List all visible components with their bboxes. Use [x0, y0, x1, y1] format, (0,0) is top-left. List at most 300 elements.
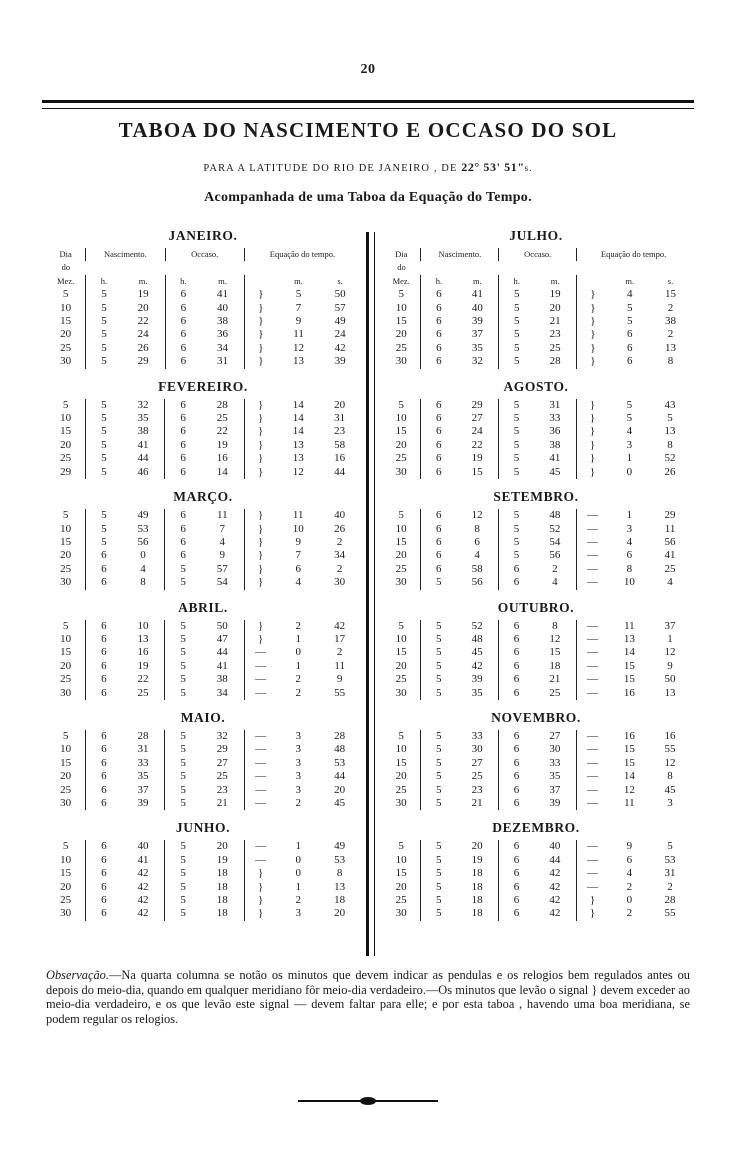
- cell-rise-min: 15: [471, 465, 483, 478]
- cell-eq-sec: 26: [334, 522, 346, 535]
- cell-rise-min: 26: [137, 341, 149, 354]
- cell-rise-hour: 6: [421, 452, 456, 465]
- cell-set-min: 4: [219, 535, 226, 548]
- cell-eq-min: 13: [293, 355, 305, 368]
- ornament-icon: [298, 1097, 438, 1105]
- cell-day: 30: [395, 576, 407, 589]
- cell-eq-sec: 8: [667, 770, 673, 783]
- header-day: Dia: [59, 249, 72, 259]
- cell-eq-sec: 56: [664, 535, 676, 548]
- cell-set-hour: 5: [165, 784, 201, 797]
- table-row: [382, 907, 690, 920]
- cell-rise-hour: 6: [86, 907, 122, 920]
- cell-rise-hour: 6: [421, 328, 456, 341]
- cell-eq-sign: —: [244, 797, 276, 810]
- cell-eq-sec: 2: [336, 646, 343, 659]
- cell-set-min: 30: [549, 743, 561, 756]
- table-subheader-row: [382, 275, 690, 288]
- cell-set-hour: 5: [165, 620, 201, 633]
- cell-set-min: 9: [219, 549, 226, 562]
- table-row: [382, 576, 690, 589]
- cell-eq-sec: 2: [336, 562, 343, 575]
- cell-day: 10: [60, 412, 72, 425]
- cell-eq-sec: 2: [667, 328, 674, 341]
- cell-set-hour: 6: [499, 797, 534, 810]
- cell-day: 10: [395, 743, 407, 756]
- cell-day: 15: [60, 315, 72, 328]
- cell-set-min: 8: [552, 619, 558, 632]
- month-block: [46, 710, 360, 810]
- month-name: AGOSTO.: [503, 378, 569, 394]
- page-number: 20: [360, 62, 376, 77]
- table-row: [382, 328, 690, 341]
- table-row: [46, 355, 360, 368]
- cell-set-hour: 6: [499, 854, 534, 867]
- table-row: [382, 687, 690, 700]
- cell-set-hour: 5: [165, 867, 201, 880]
- cell-eq-min: 2: [626, 907, 633, 920]
- cell-set-min: 18: [216, 880, 228, 893]
- cell-eq-sign: }: [244, 439, 276, 452]
- cell-set-min: 27: [216, 756, 228, 769]
- cell-day: 20: [60, 659, 72, 672]
- table-row: [46, 399, 360, 412]
- table-subheader-row: [46, 275, 360, 288]
- cell-eq-min: 12: [623, 783, 635, 796]
- table-row: [382, 536, 690, 549]
- month-name: OUTUBRO.: [497, 599, 575, 615]
- observation-text: —Na quarta columna se notão os minutos que devem indicar as pendulas e os relogios bem regulados antes ou depois do meio-dia, quando em qualquer meridiano fôr meio-dia verdadeiro.—Os minutos que levão o signal } devem exceder ao meio-dia verdadeiro, e os que levão este signal — devem faltar para elle; e por esta taboa , havendo uma boa meridiana, se podem regular os relogios.: [46, 968, 690, 1026]
- cell-eq-sign: }: [244, 302, 276, 315]
- cell-rise-min: 42: [137, 907, 149, 920]
- cell-eq-sec: 3: [667, 797, 673, 809]
- cell-eq-min: 1: [626, 509, 633, 522]
- header-day-2: do: [397, 262, 406, 273]
- cell-eq-min: 9: [295, 535, 301, 548]
- cell-rise-hour: 5: [421, 660, 456, 673]
- month-name: JUNHO.: [175, 820, 231, 836]
- cell-eq-sec: 31: [334, 412, 346, 425]
- cell-eq-min: 3: [295, 756, 301, 769]
- cell-set-hour: 5: [499, 509, 534, 522]
- sun-table: [382, 248, 690, 369]
- cell-set-min: 42: [549, 880, 561, 893]
- cell-eq-sec: 52: [664, 452, 676, 465]
- cell-rise-min: 38: [137, 425, 149, 438]
- cell-eq-min: 14: [292, 412, 304, 425]
- cell-rise-hour: 5: [86, 439, 122, 452]
- cell-rise-hour: 6: [421, 315, 456, 328]
- cell-rise-hour: 6: [86, 549, 122, 562]
- cell-eq-sign: —: [576, 757, 608, 770]
- month-block: [382, 379, 690, 479]
- cell-eq-sign: }: [244, 452, 276, 465]
- cell-set-min: 22: [216, 425, 228, 438]
- cell-day: 5: [62, 509, 69, 522]
- cell-rise-min: 44: [137, 452, 149, 465]
- header-spacer: [86, 261, 360, 274]
- table-row: [382, 452, 690, 465]
- cell-set-hour: 6: [499, 770, 534, 783]
- cell-eq-min: 12: [292, 465, 304, 478]
- cell-set-hour: 5: [499, 342, 534, 355]
- table-header-row-2: [46, 261, 360, 274]
- cell-set-hour: 6: [165, 452, 201, 465]
- cell-set-hour: 5: [499, 466, 534, 479]
- cell-rise-min: 20: [471, 840, 483, 853]
- cell-eq-sign: —: [576, 576, 608, 589]
- cell-eq-sec: 55: [334, 686, 346, 699]
- cell-rise-min: 35: [471, 341, 483, 354]
- cell-set-min: 21: [549, 315, 561, 328]
- cell-rise-min: 18: [471, 867, 483, 880]
- cell-day: 25: [395, 673, 407, 686]
- cell-set-min: 19: [216, 853, 228, 866]
- cell-eq-sec: 44: [334, 770, 346, 783]
- cell-rise-min: 48: [471, 632, 483, 645]
- cell-eq-min: 14: [292, 425, 304, 438]
- cell-eq-min: 3: [626, 438, 633, 451]
- month-block: [382, 820, 690, 920]
- header-min-eq: m.: [625, 275, 635, 286]
- cell-eq-min: 1: [295, 632, 301, 645]
- subtitle-suffix: s.: [524, 163, 533, 173]
- header-h-nasc: h.: [421, 275, 456, 288]
- cell-rise-min: 33: [471, 729, 483, 742]
- cell-set-hour: 5: [165, 881, 201, 894]
- cell-set-hour: 5: [499, 523, 534, 536]
- cell-rise-hour: 6: [86, 881, 122, 894]
- cell-eq-min: 0: [295, 867, 301, 880]
- cell-set-hour: 6: [499, 757, 534, 770]
- cell-day: 5: [398, 288, 404, 301]
- cell-day: 5: [62, 619, 69, 632]
- cell-set-min: 18: [216, 867, 228, 880]
- table-row: [382, 399, 690, 412]
- cell-set-min: 15: [549, 646, 561, 659]
- cell-set-hour: 5: [165, 646, 201, 659]
- cell-set-hour: 6: [499, 867, 534, 880]
- cell-rise-hour: 5: [421, 620, 456, 633]
- sun-table: [46, 248, 360, 369]
- sun-table: [382, 840, 690, 920]
- header-h-occ: h.: [499, 275, 534, 288]
- cell-day: 5: [62, 288, 69, 301]
- cell-eq-min: 4: [626, 535, 633, 548]
- table-row: [382, 646, 690, 659]
- cell-rise-hour: 6: [421, 425, 456, 438]
- table-row: [46, 288, 360, 301]
- cell-set-hour: 5: [165, 907, 201, 920]
- table-row: [46, 509, 360, 522]
- cell-rise-min: 53: [137, 522, 149, 535]
- cell-eq-min: 14: [292, 398, 304, 411]
- cell-day: 25: [60, 341, 72, 354]
- cell-eq-min: 2: [295, 619, 301, 632]
- cell-eq-min: 13: [623, 632, 635, 645]
- cell-set-hour: 6: [165, 509, 201, 522]
- cell-eq-sign: }: [244, 867, 276, 880]
- cell-rise-hour: 6: [421, 399, 456, 412]
- cell-set-min: 44: [549, 853, 561, 866]
- cell-rise-hour: 5: [421, 907, 456, 920]
- cell-eq-min: 6: [627, 328, 633, 341]
- table-row: [46, 797, 360, 810]
- cell-eq-min: 11: [624, 797, 635, 809]
- sun-table: [382, 399, 690, 479]
- cell-rise-min: 41: [471, 288, 483, 301]
- cell-rise-hour: 6: [421, 563, 456, 576]
- right-column: [368, 228, 690, 931]
- cell-eq-min: 9: [295, 315, 302, 328]
- cell-rise-hour: 5: [86, 342, 122, 355]
- header-min-eq: m.: [294, 275, 303, 286]
- cell-set-hour: 5: [165, 854, 201, 867]
- cell-eq-min: 1: [626, 452, 633, 465]
- cell-eq-sec: 20: [334, 398, 346, 411]
- cell-eq-sign: —: [576, 687, 608, 700]
- cell-eq-min: 15: [623, 673, 635, 686]
- month-block: [382, 489, 690, 589]
- cell-set-hour: 5: [165, 673, 201, 686]
- cell-set-min: 40: [549, 840, 561, 853]
- cell-set-min: 38: [549, 438, 561, 451]
- cell-eq-min: 4: [626, 425, 633, 438]
- cell-rise-hour: 5: [421, 576, 456, 589]
- cell-set-min: 52: [549, 522, 561, 535]
- cell-eq-sign: }: [576, 399, 608, 412]
- cell-day: 15: [60, 867, 72, 880]
- sun-table: [46, 840, 360, 920]
- cell-set-min: 47: [216, 632, 228, 645]
- cell-rise-min: 6: [474, 535, 480, 548]
- cell-rise-min: 22: [137, 673, 149, 686]
- cell-set-min: 42: [549, 867, 561, 880]
- cell-eq-min: 12: [293, 341, 305, 354]
- cell-rise-hour: 6: [86, 646, 122, 659]
- cell-eq-sign: }: [576, 466, 608, 479]
- cell-rise-hour: 5: [86, 302, 122, 315]
- month-block: [46, 489, 360, 589]
- cell-set-min: 41: [549, 452, 561, 465]
- cell-eq-sign: —: [576, 797, 608, 810]
- cell-eq-min: 16: [623, 686, 635, 699]
- cell-rise-hour: 6: [421, 302, 456, 315]
- cell-rise-min: 32: [471, 355, 483, 368]
- cell-rise-hour: 5: [421, 881, 456, 894]
- table-row: [46, 466, 360, 479]
- cell-day: 5: [62, 729, 69, 742]
- cell-eq-sec: 45: [334, 797, 346, 809]
- cell-day: 5: [398, 619, 404, 632]
- cell-eq-sec: 28: [664, 894, 676, 907]
- cell-rise-hour: 5: [86, 452, 122, 465]
- cell-eq-sign: —: [244, 743, 276, 756]
- cell-eq-min: 9: [626, 840, 633, 853]
- cell-rise-hour: 6: [86, 673, 122, 686]
- cell-set-hour: 5: [499, 302, 534, 315]
- observation-label: Observação.: [46, 968, 109, 982]
- table-row: [46, 770, 360, 783]
- cell-day: 5: [398, 729, 404, 742]
- cell-eq-sec: 16: [664, 729, 676, 742]
- cell-eq-sec: 31: [664, 867, 676, 880]
- cell-eq-sign: —: [576, 673, 608, 686]
- cell-day: 30: [395, 686, 407, 699]
- cell-set-hour: 6: [499, 646, 534, 659]
- cell-day: 15: [395, 425, 407, 438]
- cell-day: 30: [60, 576, 72, 589]
- cell-rise-min: 41: [137, 853, 149, 866]
- table-row: [382, 342, 690, 355]
- cell-rise-min: 10: [137, 619, 149, 632]
- cell-rise-hour: 5: [86, 412, 122, 425]
- cell-rise-hour: 5: [86, 315, 122, 328]
- cell-set-min: 25: [549, 686, 561, 699]
- cell-eq-min: 6: [626, 549, 633, 562]
- month-name: FEVEREIRO.: [158, 378, 248, 394]
- table-row: [382, 867, 690, 880]
- cell-rise-min: 46: [137, 465, 149, 478]
- cell-eq-sign: }: [577, 328, 609, 341]
- cell-eq-sec: 41: [664, 549, 676, 562]
- cell-rise-hour: 6: [421, 466, 456, 479]
- cell-day: 20: [60, 438, 72, 451]
- cell-eq-min: 3: [626, 522, 633, 535]
- cell-set-hour: 5: [165, 894, 201, 907]
- cell-day: 30: [395, 465, 407, 478]
- cell-day: 20: [60, 880, 72, 893]
- cell-rise-hour: 6: [421, 523, 456, 536]
- cell-rise-hour: 6: [86, 563, 122, 576]
- header-day: Dia: [395, 249, 408, 259]
- cell-eq-min: 5: [295, 288, 302, 301]
- cell-eq-min: 11: [624, 619, 635, 632]
- cell-set-hour: 5: [165, 576, 201, 589]
- cell-set-min: 21: [549, 673, 561, 686]
- cell-eq-min: 4: [295, 576, 301, 589]
- month-name: NOVEMBRO.: [491, 709, 581, 725]
- cell-set-hour: 5: [499, 439, 534, 452]
- cell-set-min: 2: [552, 562, 558, 575]
- table-row: [46, 646, 360, 659]
- cell-eq-sign: }: [244, 536, 276, 549]
- cell-day: 30: [60, 355, 72, 368]
- cell-rise-min: 40: [137, 840, 149, 853]
- cell-rise-min: 58: [471, 562, 483, 575]
- cell-set-min: 4: [552, 576, 558, 589]
- cell-rise-hour: 6: [86, 730, 122, 743]
- cell-eq-min: 10: [292, 522, 304, 535]
- cell-eq-sec: 58: [334, 438, 346, 451]
- month-block: [46, 379, 360, 479]
- cell-set-min: 41: [217, 288, 229, 301]
- page-subtitle-secondary: Acompanhada de uma Taboa da Equação do Tempo.: [204, 190, 532, 205]
- cell-eq-sign: }: [576, 412, 608, 425]
- cell-eq-min: 2: [295, 894, 301, 907]
- cell-eq-sign: —: [244, 854, 276, 867]
- cell-rise-hour: 5: [421, 797, 456, 810]
- cell-rise-hour: 5: [421, 867, 456, 880]
- cell-rise-min: 25: [137, 686, 149, 699]
- cell-day: 10: [395, 522, 407, 535]
- header-occaso: Occaso.: [165, 248, 244, 261]
- cell-day: 5: [62, 398, 69, 411]
- cell-rise-hour: 6: [86, 743, 122, 756]
- cell-rise-hour: 6: [86, 687, 122, 700]
- cell-eq-sign: —: [576, 784, 608, 797]
- month-block: [382, 710, 690, 810]
- cell-eq-sec: 53: [334, 853, 346, 866]
- cell-day: 15: [60, 646, 72, 659]
- cell-eq-sign: }: [244, 425, 276, 438]
- cell-rise-min: 13: [137, 632, 149, 645]
- cell-eq-sign: —: [576, 730, 608, 743]
- cell-rise-hour: 5: [86, 288, 122, 301]
- cell-eq-sec: 42: [334, 341, 346, 354]
- page-subtitle: [0, 160, 736, 175]
- cell-eq-sec: 13: [664, 425, 676, 438]
- cell-eq-sign: }: [576, 894, 608, 907]
- cell-eq-sign: —: [244, 757, 276, 770]
- cell-rise-hour: 6: [86, 620, 122, 633]
- cell-eq-sign: —: [576, 620, 608, 633]
- cell-set-min: 7: [219, 522, 226, 535]
- cell-set-min: 18: [216, 907, 228, 920]
- cell-eq-sec: 11: [664, 522, 676, 535]
- cell-set-hour: 5: [165, 840, 201, 853]
- cell-eq-sign: —: [576, 523, 608, 536]
- cell-day: 10: [60, 743, 72, 756]
- table-row: [382, 660, 690, 673]
- cell-set-min: 57: [216, 562, 228, 575]
- cell-eq-sign: }: [577, 315, 609, 328]
- cell-set-hour: 5: [165, 563, 201, 576]
- cell-eq-min: 0: [295, 853, 301, 866]
- header-h-nasc: h.: [86, 275, 122, 288]
- table-row: [382, 633, 690, 646]
- cell-set-min: 33: [549, 756, 561, 769]
- cell-day: 15: [395, 867, 407, 880]
- table-row: [382, 425, 690, 438]
- cell-day: 30: [60, 797, 72, 809]
- cell-eq-sign: }: [244, 342, 276, 355]
- cell-eq-sign: }: [244, 399, 276, 412]
- table-row: [46, 412, 360, 425]
- cell-set-min: 29: [216, 743, 228, 756]
- cell-day: 15: [395, 756, 407, 769]
- cell-rise-min: 19: [137, 288, 149, 301]
- cell-rise-hour: 6: [421, 536, 456, 549]
- cell-set-hour: 6: [165, 425, 201, 438]
- cell-eq-sign: —: [244, 784, 276, 797]
- cell-set-hour: 6: [499, 730, 534, 743]
- top-rule: [42, 100, 694, 109]
- cell-eq-sec: 15: [664, 288, 676, 301]
- cell-rise-min: 31: [137, 743, 149, 756]
- cell-eq-min: 1: [295, 880, 301, 893]
- tables-container: [46, 228, 690, 931]
- cell-set-min: 25: [549, 341, 561, 354]
- cell-eq-sign: }: [244, 563, 276, 576]
- table-row: [382, 784, 690, 797]
- cell-eq-sign: }: [576, 439, 608, 452]
- cell-eq-sec: 53: [334, 756, 346, 769]
- cell-eq-sign: }: [244, 907, 276, 920]
- cell-eq-min: 3: [295, 770, 301, 783]
- cell-eq-sec: 29: [664, 509, 676, 522]
- cell-rise-min: 42: [137, 880, 149, 893]
